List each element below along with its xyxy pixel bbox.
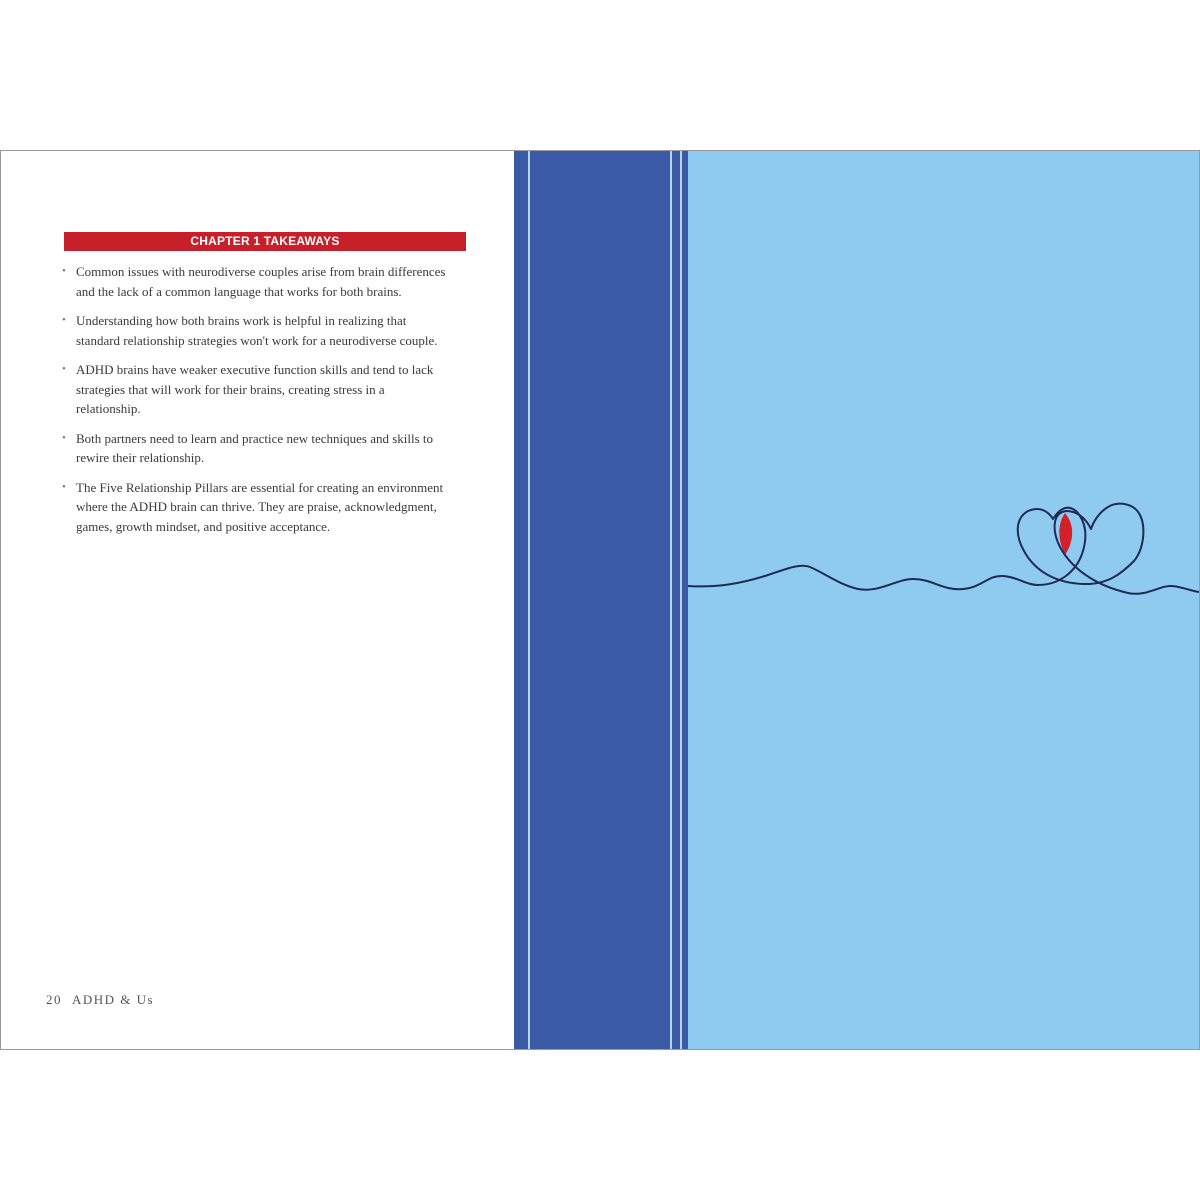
takeaway-text: The Five Relationship Pillars are essential for creating an environment where the ADHD brain can thrive. They are praise, acknowledgment, games, growth mindset, and positive acceptance. <box>76 479 444 534</box>
takeaway-item <box>61 478 451 537</box>
bullet-icon: • <box>62 363 66 375</box>
spine-stripe <box>528 151 530 1049</box>
takeaway-item <box>61 262 451 301</box>
takeaway-text: Common issues with neurodiverse couples arise from brain differences and the lack of a common language that works for both brains. <box>76 264 446 299</box>
book-spine <box>514 151 688 1049</box>
line-heart-icon <box>688 151 1199 1049</box>
takeaway-item <box>61 311 451 350</box>
takeaway-item <box>61 360 451 419</box>
bullet-icon: • <box>62 480 66 493</box>
takeaway-text: ADHD brains have weaker executive function skills and tend to lack strategies that will work for their brains, creating stress in a relationship. <box>76 362 434 416</box>
bullet-icon: • <box>62 431 66 444</box>
running-title: ADHD & Us <box>72 992 155 1007</box>
wave-line <box>688 504 1199 594</box>
left-page <box>1 151 513 1049</box>
chapter-takeaways-banner: CHAPTER 1 TAKEAWAYS <box>64 232 466 251</box>
spine-stripe <box>670 151 672 1049</box>
bullet-icon: • <box>62 265 66 277</box>
right-page-cover <box>514 151 1199 1049</box>
takeaway-item <box>61 429 451 468</box>
bullet-icon: • <box>62 314 66 326</box>
book-spread <box>0 150 1200 1050</box>
page-number: 20 <box>46 992 62 1007</box>
spine-stripe <box>680 151 682 1049</box>
takeaways-list <box>61 262 451 546</box>
takeaway-text: Both partners need to learn and practice new techniques and skills to rewire their relationship. <box>76 430 434 465</box>
takeaway-text: Understanding how both brains work is helpful in realizing that standard relationship strategies won't work for a neurodiverse couple. <box>76 313 438 348</box>
page-footer <box>46 992 154 1008</box>
